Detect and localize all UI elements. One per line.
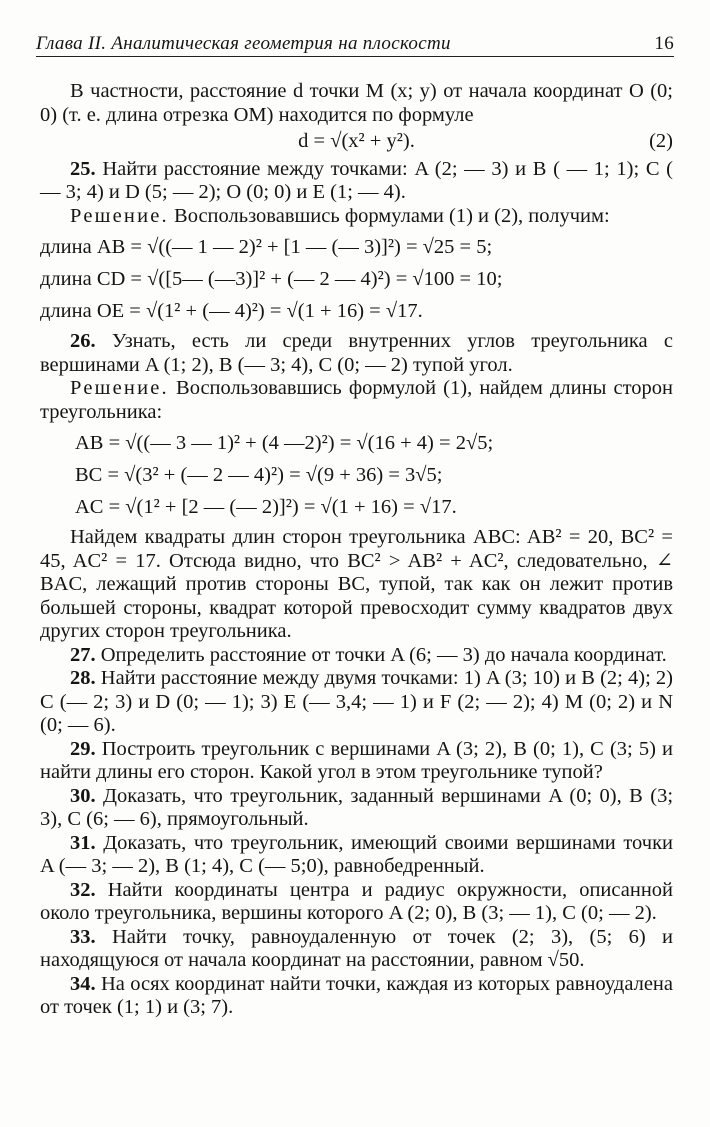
problem-26	[40, 330, 673, 377]
formula-number: (2)	[649, 130, 673, 152]
problem-text: Узнать, есть ли среди внутренних углов треугольника с вершинами A (1; 2), B (— 3; 4), C (0; — 2) тупой угол.	[40, 330, 673, 376]
problem-27	[40, 644, 673, 668]
solution-text: Воспользовавшись формулами (1) и (2), получим:	[174, 204, 610, 227]
distance-formula	[40, 130, 673, 154]
formula-line: BC = √(3² + (— 2 — 4)²) = √(9 + 36) = 3√5;	[75, 464, 443, 486]
solution-label: Решение.	[70, 204, 169, 227]
solution-text: Воспользовавшись формулой (1), найдем длины сторон треугольника:	[40, 377, 673, 423]
solution-label: Решение.	[70, 377, 169, 399]
formula-line: AB = √((— 3 — 1)² + (4 —2)²) = √(16 + 4) = 2√5;	[75, 432, 494, 454]
problem-text: Найти точку, равноудаленную от точек (2; 3), (5; 6) и находящуюся от начала координат на расстоянии, равном √50.	[40, 925, 674, 971]
problem-29	[40, 738, 673, 785]
problem-text: Построить треугольник с вершинами A (3; 2), B (0; 1), C (3; 5) и найти длины его сторон. Какой угол в этом треугольнике тупой?	[40, 737, 673, 783]
problem-number: 32.	[70, 878, 96, 901]
formula-text: d = √(x² + y²).	[298, 130, 415, 152]
problem-number: 25.	[70, 157, 96, 180]
page-body	[40, 80, 673, 1020]
formula-line: длина CD = √([5— (—3)]² + (— 2 — 4)²) = √100 = 10;	[40, 268, 503, 290]
problem-text: На осях координат найти точки, каждая из которых равноудалена от точек (1; 1) и (3; 7).	[40, 972, 673, 1018]
problem-34	[40, 973, 673, 1020]
formula-line: длина AB = √((— 1 — 2)² + [1 — (— 3)]²) = √25 = 5;	[40, 236, 493, 258]
problem-text: Доказать, что треугольник, имеющий своими вершинами точки A (— 3; — 2), B (1; 4), C (— 5;0), равнобедренный.	[40, 831, 673, 877]
running-header	[36, 30, 674, 57]
solution-25	[40, 205, 673, 229]
problem-33	[40, 926, 673, 973]
problem-30	[40, 785, 673, 832]
formula-line: длина OE = √(1² + (— 4)²) = √(1 + 16) = √17.	[40, 300, 423, 322]
problem-text: Найти расстояние между двумя точками: 1) A (3; 10) и B (2; 4); 2) C (— 2; 3) и D (0; — 1); 3) E (— 3,4; — 1) и F (2; — 2); 4) M (0; 2) и N (0; — 6).	[40, 667, 674, 736]
problem-text: Найти расстояние между точками: A (2; — 3) и B ( — 1; 1); C ( — 3; 4) и D (5; — 2); O (0; 0) и E (1; — 4).	[40, 157, 674, 203]
problem-number: 33.	[70, 925, 96, 948]
problem-text: Найти координаты центра и радиус окружности, описанной около треугольника, вершины которого A (2; 0), B (3; — 1), C (0; — 2).	[40, 878, 674, 924]
problem-number: 26.	[70, 330, 96, 352]
solution-25-formulas	[40, 231, 673, 327]
problem-25	[40, 158, 673, 205]
solution-26-formulas	[40, 427, 673, 523]
solution-26-conclusion: Найдем квадраты длин сторон треугольника ABC: AB² = 20, BC² = 45, AC² = 17. Отсюда видно, что BC² > AB² + AC², следовательно, ∠ BAC, лежащий против стороны BC, тупой, так как он лежит против большей стороны, квадрат которой превосходит сумму квадратов двух других сторон треугольника.	[40, 526, 673, 642]
problem-28	[40, 667, 673, 738]
formula-line: AC = √(1² + [2 — (— 2)]²) = √(1 + 16) = √17.	[75, 496, 457, 518]
problem-number: 34.	[70, 972, 96, 995]
solution-26	[40, 377, 673, 424]
intro-paragraph: В частности, расстояние d точки M (x; y) от начала координат O (0; 0) (т. е. длина отрезка OM) находится по формуле	[40, 80, 673, 126]
problem-number: 27.	[70, 643, 96, 666]
chapter-title: Глава II. Аналитическая геометрия на плоскости	[36, 33, 451, 54]
page-number: 16	[654, 33, 674, 54]
problem-number: 30.	[70, 784, 96, 807]
problem-32	[40, 879, 673, 926]
problem-number: 28.	[70, 667, 96, 689]
problem-text: Доказать, что треугольник, заданный вершинами A (0; 0), B (3; 3), C (6; — 6), прямоугольный.	[40, 784, 674, 830]
problem-number: 31.	[70, 831, 96, 854]
problem-number: 29.	[70, 737, 96, 760]
problem-text: Определить расстояние от точки A (6; — 3) до начала координат.	[100, 643, 667, 666]
problem-31	[40, 832, 673, 879]
